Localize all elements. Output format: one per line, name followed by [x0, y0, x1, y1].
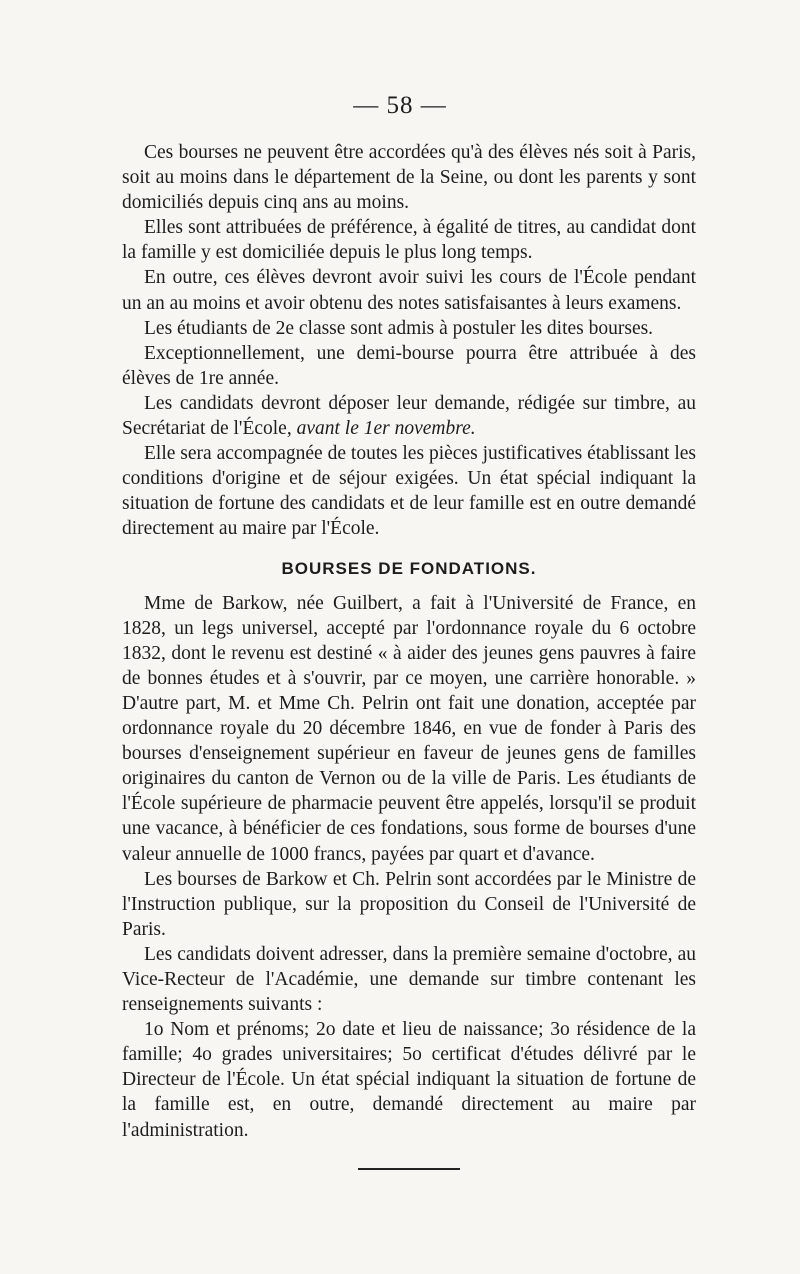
application-deadline: avant le 1er novembre. — [296, 418, 476, 440]
section-heading: BOURSES DE FONDATIONS. — [281, 558, 537, 578]
paragraph-required-information: 1o Nom et prénoms; 2o date et lieu de naissance; 3o résidence de la famille; 4o grades universitaires; 5o certificat d'études délivré par le Directeur de l'École. Un état spécial indiquant la situation de fortune de la famille est, en outre, demandé directement au maire par l'administration. — [122, 1019, 696, 1141]
paragraph-half-scholarship: Exceptionnellement, une demi-bourse pourra être attribuée à des élèves de 1re année. — [122, 342, 696, 389]
paragraph-application-procedure: Les candidats doivent adresser, dans la première semaine d'octobre, au Vice-Recteur de l'Académie, une demande sur timbre contenant les renseignements suivants : — [122, 943, 696, 1016]
paragraph-second-class: Les étudiants de 2e classe sont admis à postuler les dites bourses. — [144, 317, 654, 339]
closing-rule — [358, 1168, 460, 1170]
page-body — [122, 140, 696, 1143]
paragraph-application — [122, 391, 696, 441]
page-number: — 58 — — [353, 92, 447, 119]
paragraph-foundations: Mme de Barkow, née Guilbert, a fait à l'Université de France, en 1828, un legs universel, accepté par l'ordonnance royale du 6 octobre 1832, dont le revenu est destiné « à aider des jeunes gens pauvres à faire de bonnes études et à s'ouvrir, par ce moyen, une carrière honorable. » D'autre part, M. et Mme Ch. Pelrin ont fait une donation, acceptée par ordonnance royale du 20 décembre 1846, en vue de fonder à Paris des bourses d'enseignement supérieur en faveur de jeunes gens de familles originaires du canton de Vernon ou de la ville de Paris. Les étudiants de l'École supérieure de pharmacie peuvent être appelés, lorsqu'il se produit une vacance, à bénéficier de ces fondations, sous forme de bourses d'une valeur annuelle de 1000 francs, payées par quart et d'avance. — [122, 592, 696, 865]
application-text: Les candidats devront déposer leur demande, rédigée sur timbre, au Secrétariat de l'École, — [122, 392, 696, 440]
paragraph-awarding: Les bourses de Barkow et Ch. Pelrin sont accordées par le Ministre de l'Instruction publique, sur la proposition du Conseil de l'Université de Paris. — [122, 868, 696, 940]
paragraph-birthplace: Ces bourses ne peuvent être accordées qu'à des élèves nés soit à Paris, soit au moins dans le département de la Seine, ou dont les parents y sont domiciliés depuis cinq ans au moins. — [122, 142, 696, 214]
paragraph-preference: Elles sont attribuées de préférence, à égalité de titres, au candidat dont la famille y est domiciliée depuis le plus long temps. — [122, 217, 696, 264]
paragraph-supporting-documents: Elle sera accompagnée de toutes les pièces justificatives établissant les conditions d'origine et de séjour exigées. Un état spécial indiquant la situation de fortune des candidats et de leur famille est en outre demandé directement au maire par l'École. — [122, 443, 696, 540]
paragraph-attendance: En outre, ces élèves devront avoir suivi les cours de l'École pendant un an au moins et avoir obtenu des notes satisfaisantes à leurs examens. — [122, 267, 696, 314]
